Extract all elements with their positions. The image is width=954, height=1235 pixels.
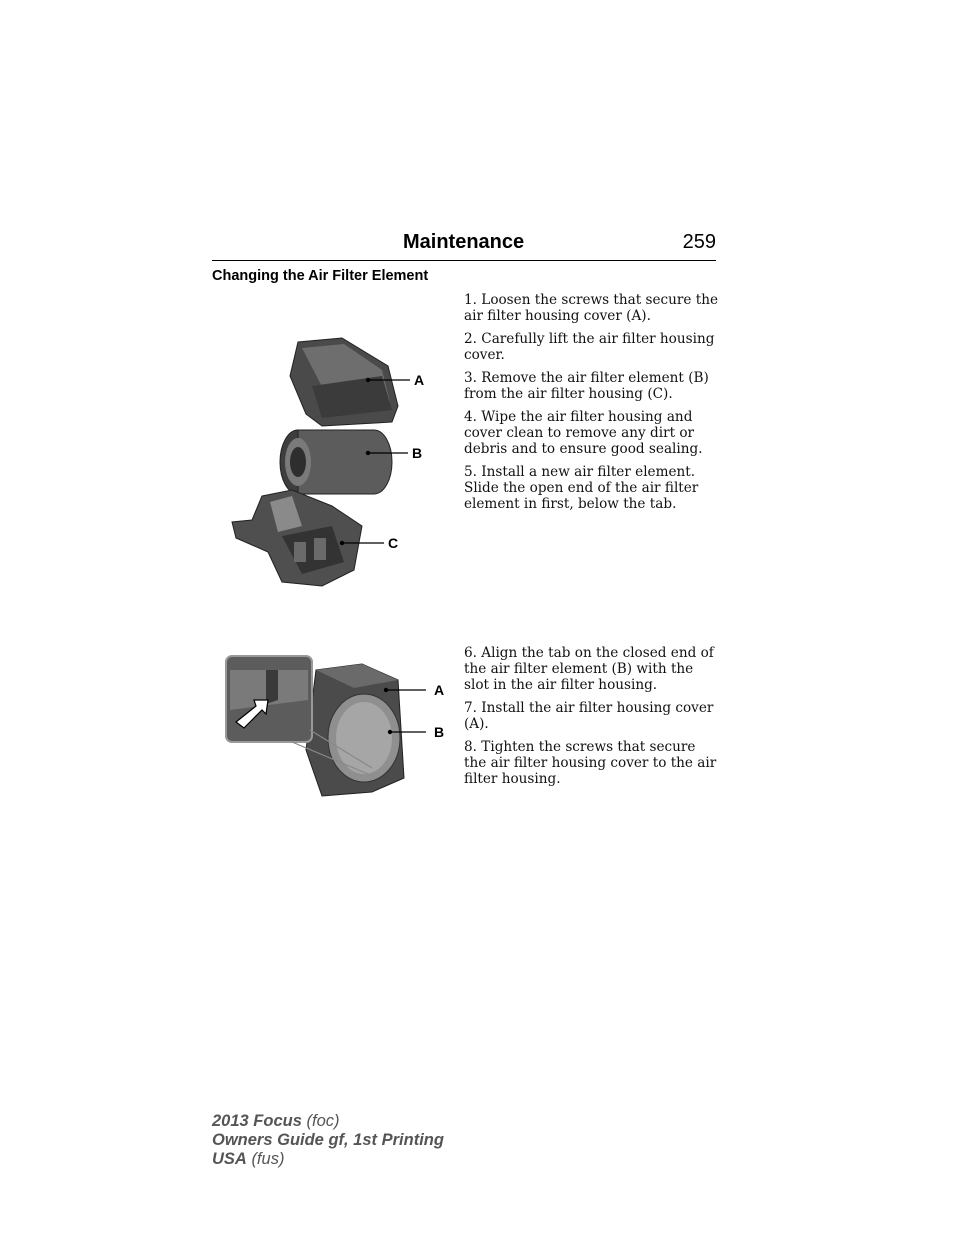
footer-line-1 [212, 1112, 444, 1131]
label-b: B [434, 724, 445, 740]
subsection-title: Changing the Air Filter Element [212, 268, 429, 284]
footer-market: USA [212, 1150, 247, 1168]
label-a: A [434, 682, 445, 698]
footer-guide-edition: Owners Guide gf, 1st Printing [212, 1131, 444, 1149]
footer-model: 2013 Focus [212, 1112, 302, 1130]
step-4: 4. Wipe the air filter housing and cover clean to remove any dirt or debris and to ensure good sealing. [464, 408, 703, 458]
label-c: C [388, 535, 399, 551]
step-8: 8. Tighten the screws that secure the air filter housing cover to the air filter housing. [464, 739, 717, 788]
step-1: 1. Loosen the screws that secure the air filter housing cover (A). [464, 292, 719, 325]
label-a: A [414, 372, 425, 388]
page-number: 259 [682, 231, 716, 253]
step-5: 5. Install a new air filter element. Slide the open end of the air filter element in first, below the tab. [464, 463, 699, 513]
air-filter-exploded-illustration [222, 336, 438, 592]
air-filter-installed-illustration [222, 650, 452, 800]
label-b: B [412, 445, 423, 461]
page-footer [212, 1112, 444, 1169]
step-6: 6. Align the tab on the closed end of the air filter element (B) with the slot in the air filter housing. [464, 645, 714, 694]
footer-market-code: (fus) [251, 1150, 285, 1168]
step-7: 7. Install the air filter housing cover (A). [464, 700, 714, 733]
instruction-steps-2 [464, 645, 720, 794]
step-3: 3. Remove the air filter element (B) from the air filter housing (C). [464, 369, 709, 403]
step-2: 2. Carefully lift the air filter housing cover. [464, 330, 715, 364]
instruction-steps-1 [464, 292, 720, 519]
footer-model-code: (foc) [306, 1112, 340, 1130]
footer-line-3 [212, 1150, 444, 1169]
section-title: Maintenance [403, 231, 525, 253]
footer-line-2 [212, 1131, 444, 1150]
page-header [212, 228, 716, 261]
